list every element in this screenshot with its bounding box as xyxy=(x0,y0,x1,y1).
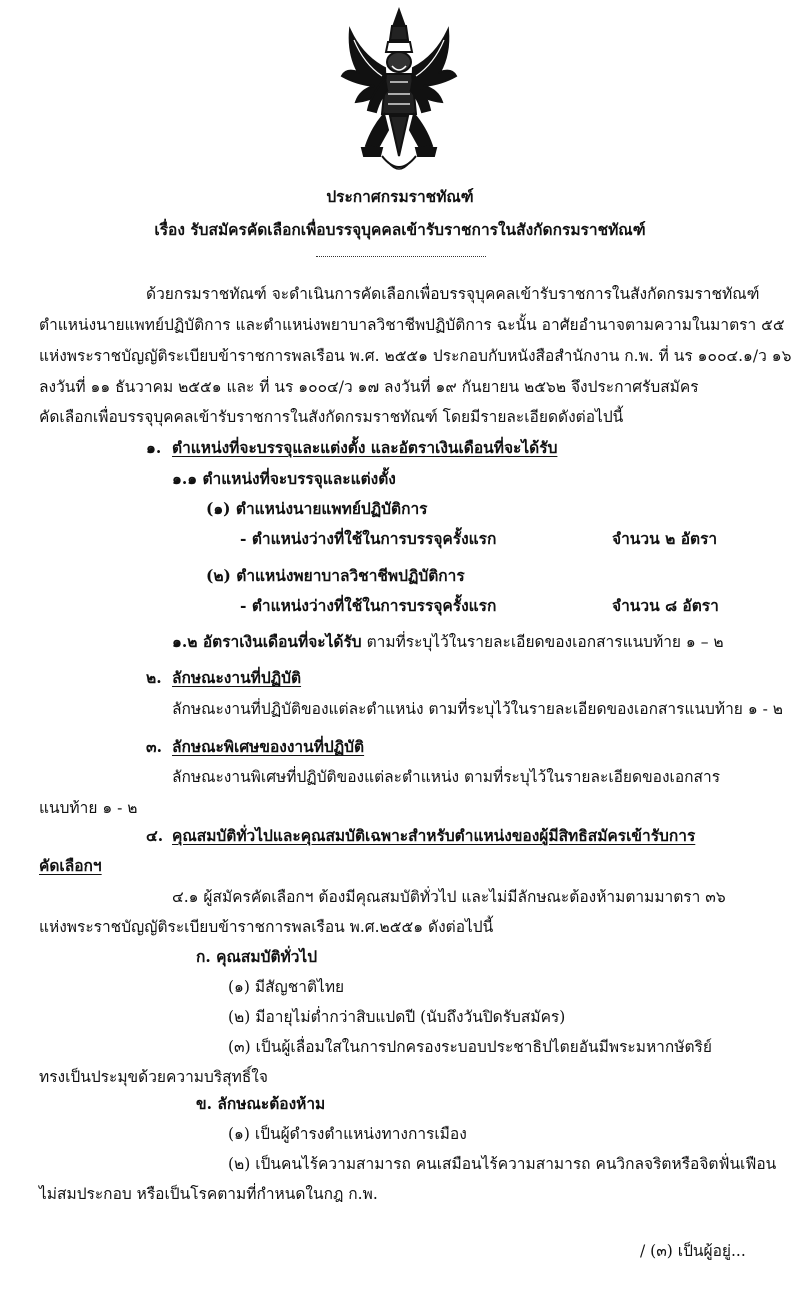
section-3-title: ลักษณะพิเศษของงานที่ปฏิบัติ xyxy=(172,737,365,756)
qualification-3-line-2: ทรงเป็นประมุขด้วยความบริสุทธิ์ใจ xyxy=(39,1068,268,1086)
section-1-number: ๑. xyxy=(146,438,162,457)
section-1-2 xyxy=(172,633,724,652)
prohibition-2-line-2: ไม่สมประกอบ หรือเป็นโรคตามที่กำหนดในกฎ ก.พ. xyxy=(39,1185,378,1203)
qualification-3-line-1: (๓) เป็นผู้เลื่อมใสในการปกครองระบอบประชาธิปไตยอันมีพระมหากษัตริย์ xyxy=(228,1038,712,1056)
intro-line-2: ตำแหน่งนายแพทย์ปฏิบัติการ และตำแหน่งพยาบาลวิชาชีพปฏิบัติการ ฉะนั้น อาศัยอำนาจตามความในมาตรา ๕๕ xyxy=(39,316,785,334)
section-1-1-heading: ๑.๑ ตำแหน่งที่จะบรรจุและแต่งตั้ง xyxy=(172,469,396,488)
garuda-emblem-icon xyxy=(338,6,460,182)
section-1-2-heading: ๑.๒ อัตราเงินเดือนที่จะได้รับ xyxy=(172,632,362,651)
divider xyxy=(316,256,486,257)
prohibition-1: (๑) เป็นผู้ดำรงตำแหน่งทางการเมือง xyxy=(228,1125,467,1143)
prohibitions-heading: ข. ลักษณะต้องห้าม xyxy=(196,1094,326,1113)
section-3-text-2: แนบท้าย ๑ - ๒ xyxy=(39,799,138,817)
position-nurse-vacancy: - ตำแหน่งว่างที่ใช้ในการบรรจุครั้งแรก xyxy=(240,596,497,615)
section-3-number: ๓. xyxy=(146,737,162,756)
intro-line-4: ลงวันที่ ๑๑ ธันวาคม ๒๕๕๑ และ ที่ นร ๑๐๐๔/ว ๑๗ ลงวันที่ ๑๙ กันยายน ๒๕๖๒ จึงประกาศรับสมัคร xyxy=(39,378,699,396)
section-4-1-line-1: ๔.๑ ผู้สมัครคัดเลือกฯ ต้องมีคุณสมบัติทั่วไป และไม่มีลักษณะต้องห้ามตามมาตรา ๓๖ xyxy=(172,888,726,906)
qualification-2: (๒) มีอายุไม่ต่ำกว่าสิบแปดปี (นับถึงวันปิดรับสมัคร) xyxy=(228,1008,566,1026)
position-nurse-count: จำนวน ๘ อัตรา xyxy=(612,596,719,615)
section-2-title: ลักษณะงานที่ปฏิบัติ xyxy=(172,668,302,687)
section-4-title-2: คัดเลือกฯ xyxy=(39,856,102,875)
general-qualifications-heading: ก. คุณสมบัติทั่วไป xyxy=(196,947,318,966)
section-2-text: ลักษณะงานที่ปฏิบัติของแต่ละตำแหน่ง ตามที่ระบุไว้ในรายละเอียดของเอกสารแนบท้าย ๑ - ๒ xyxy=(172,700,783,718)
section-3-text-1: ลักษณะงานพิเศษที่ปฏิบัติของแต่ละตำแหน่ง ตามที่ระบุไว้ในรายละเอียดของเอกสาร xyxy=(172,768,721,786)
section-1-2-text: ตามที่ระบุไว้ในรายละเอียดของเอกสารแนบท้าย ๑ – ๒ xyxy=(366,633,724,651)
position-doctor: (๑) ตำแหน่งนายแพทย์ปฏิบัติการ xyxy=(206,499,428,518)
section-4-1-line-2: แห่งพระราชบัญญัติระเบียบข้าราชการพลเรือน พ.ศ.๒๕๕๑ ดังต่อไปนี้ xyxy=(39,918,494,936)
section-4-number: ๔. xyxy=(146,826,164,845)
qualification-1: (๑) มีสัญชาติไทย xyxy=(228,978,345,996)
prohibition-2-line-1: (๒) เป็นคนไร้ความสามารถ คนเสมือนไร้ความสามารถ คนวิกลจริตหรือจิตฟั่นเฟือน xyxy=(228,1155,777,1173)
position-doctor-vacancy: - ตำแหน่งว่างที่ใช้ในการบรรจุครั้งแรก xyxy=(240,529,497,548)
intro-line-1: ด้วยกรมราชทัณฑ์ จะดำเนินการคัดเลือกเพื่อบรรจุบุคคลเข้ารับราชการในสังกัดกรมราชทัณฑ์ xyxy=(146,285,760,303)
subject-line: เรื่อง รับสมัครคัดเลือกเพื่อบรรจุบุคคลเข้ารับราชการในสังกัดกรมราชทัณฑ์ xyxy=(154,220,646,239)
intro-line-5: คัดเลือกเพื่อบรรจุบุคคลเข้ารับราชการในสังกัดกรมราชทัณฑ์ โดยมีรายละเอียดดังต่อไปนี้ xyxy=(39,408,624,426)
continued-marker: / (๓) เป็นผู้อยู่... xyxy=(640,1242,746,1260)
intro-line-3: แห่งพระราชบัญญัติระเบียบข้าราชการพลเรือน พ.ศ. ๒๕๕๑ ประกอบกับหนังสือสำนักงาน ก.พ. ที่ นร ๑๐๐๔.๑/ว ๑๖ xyxy=(39,347,792,365)
position-nurse: (๒) ตำแหน่งพยาบาลวิชาชีพปฏิบัติการ xyxy=(206,566,465,585)
section-2-number: ๒. xyxy=(146,668,162,687)
section-1-title: ตำแหน่งที่จะบรรจุและแต่งตั้ง และอัตราเงินเดือนที่จะได้รับ xyxy=(172,438,558,457)
page-title: ประกาศกรมราชทัณฑ์ xyxy=(326,187,474,206)
position-doctor-count: จำนวน ๒ อัตรา xyxy=(612,529,718,548)
section-4-title-1: คุณสมบัติทั่วไปและคุณสมบัติเฉพาะสำหรับตำแหน่งของผู้มีสิทธิสมัครเข้ารับการ xyxy=(172,826,696,845)
